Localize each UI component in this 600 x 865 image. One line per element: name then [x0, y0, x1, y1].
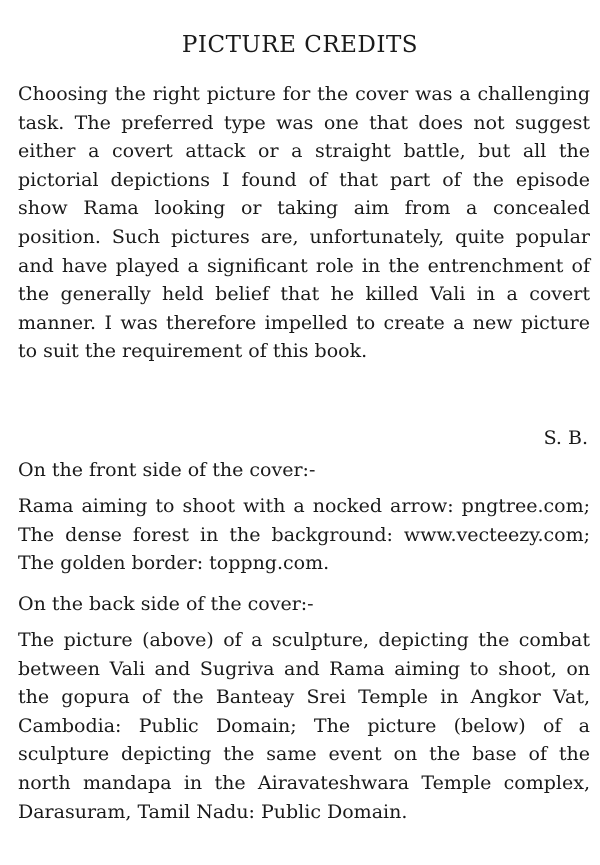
- front-cover-heading: On the front side of the cover:-: [18, 459, 316, 481]
- front-cover-credits: Rama aiming to shoot with a nocked arrow: pngtree.com; The dense forest in the background: www.vecteezy.com; The golden border: toppng.com.: [18, 495, 590, 575]
- back-cover-heading: On the back side of the cover:-: [18, 593, 314, 615]
- intro-paragraph: Choosing the right picture for the cover was a challenging task. The preferred type was one that does not suggest either a covert attack or a straight battle, but all the pictorial depictions I found of that part of the episode show Rama looking or taking aim from a concealed position. Such pictures are, unfortunately, quite popular and have played a significant role in the entrenchment of the generally held belief that he killed Vali in a covert manner. I was therefore impelled to create a new picture to suit the requirement of this book.: [18, 83, 590, 363]
- author-signature: S. B.: [543, 427, 588, 449]
- page-title: PICTURE CREDITS: [181, 32, 419, 58]
- back-cover-credits: The picture (above) of a sculpture, depicting the combat between Vali and Sugriva and Rama aiming to shoot, on the gopura of the Banteay Srei Temple in Angkor Vat, Cambodia: Public Domain; The picture (below) of a sculpture depicting the same event on the base of the north mandapa in the Airavateshwara Temple complex, Darasuram, Tamil Nadu: Public Domain.: [18, 629, 590, 823]
